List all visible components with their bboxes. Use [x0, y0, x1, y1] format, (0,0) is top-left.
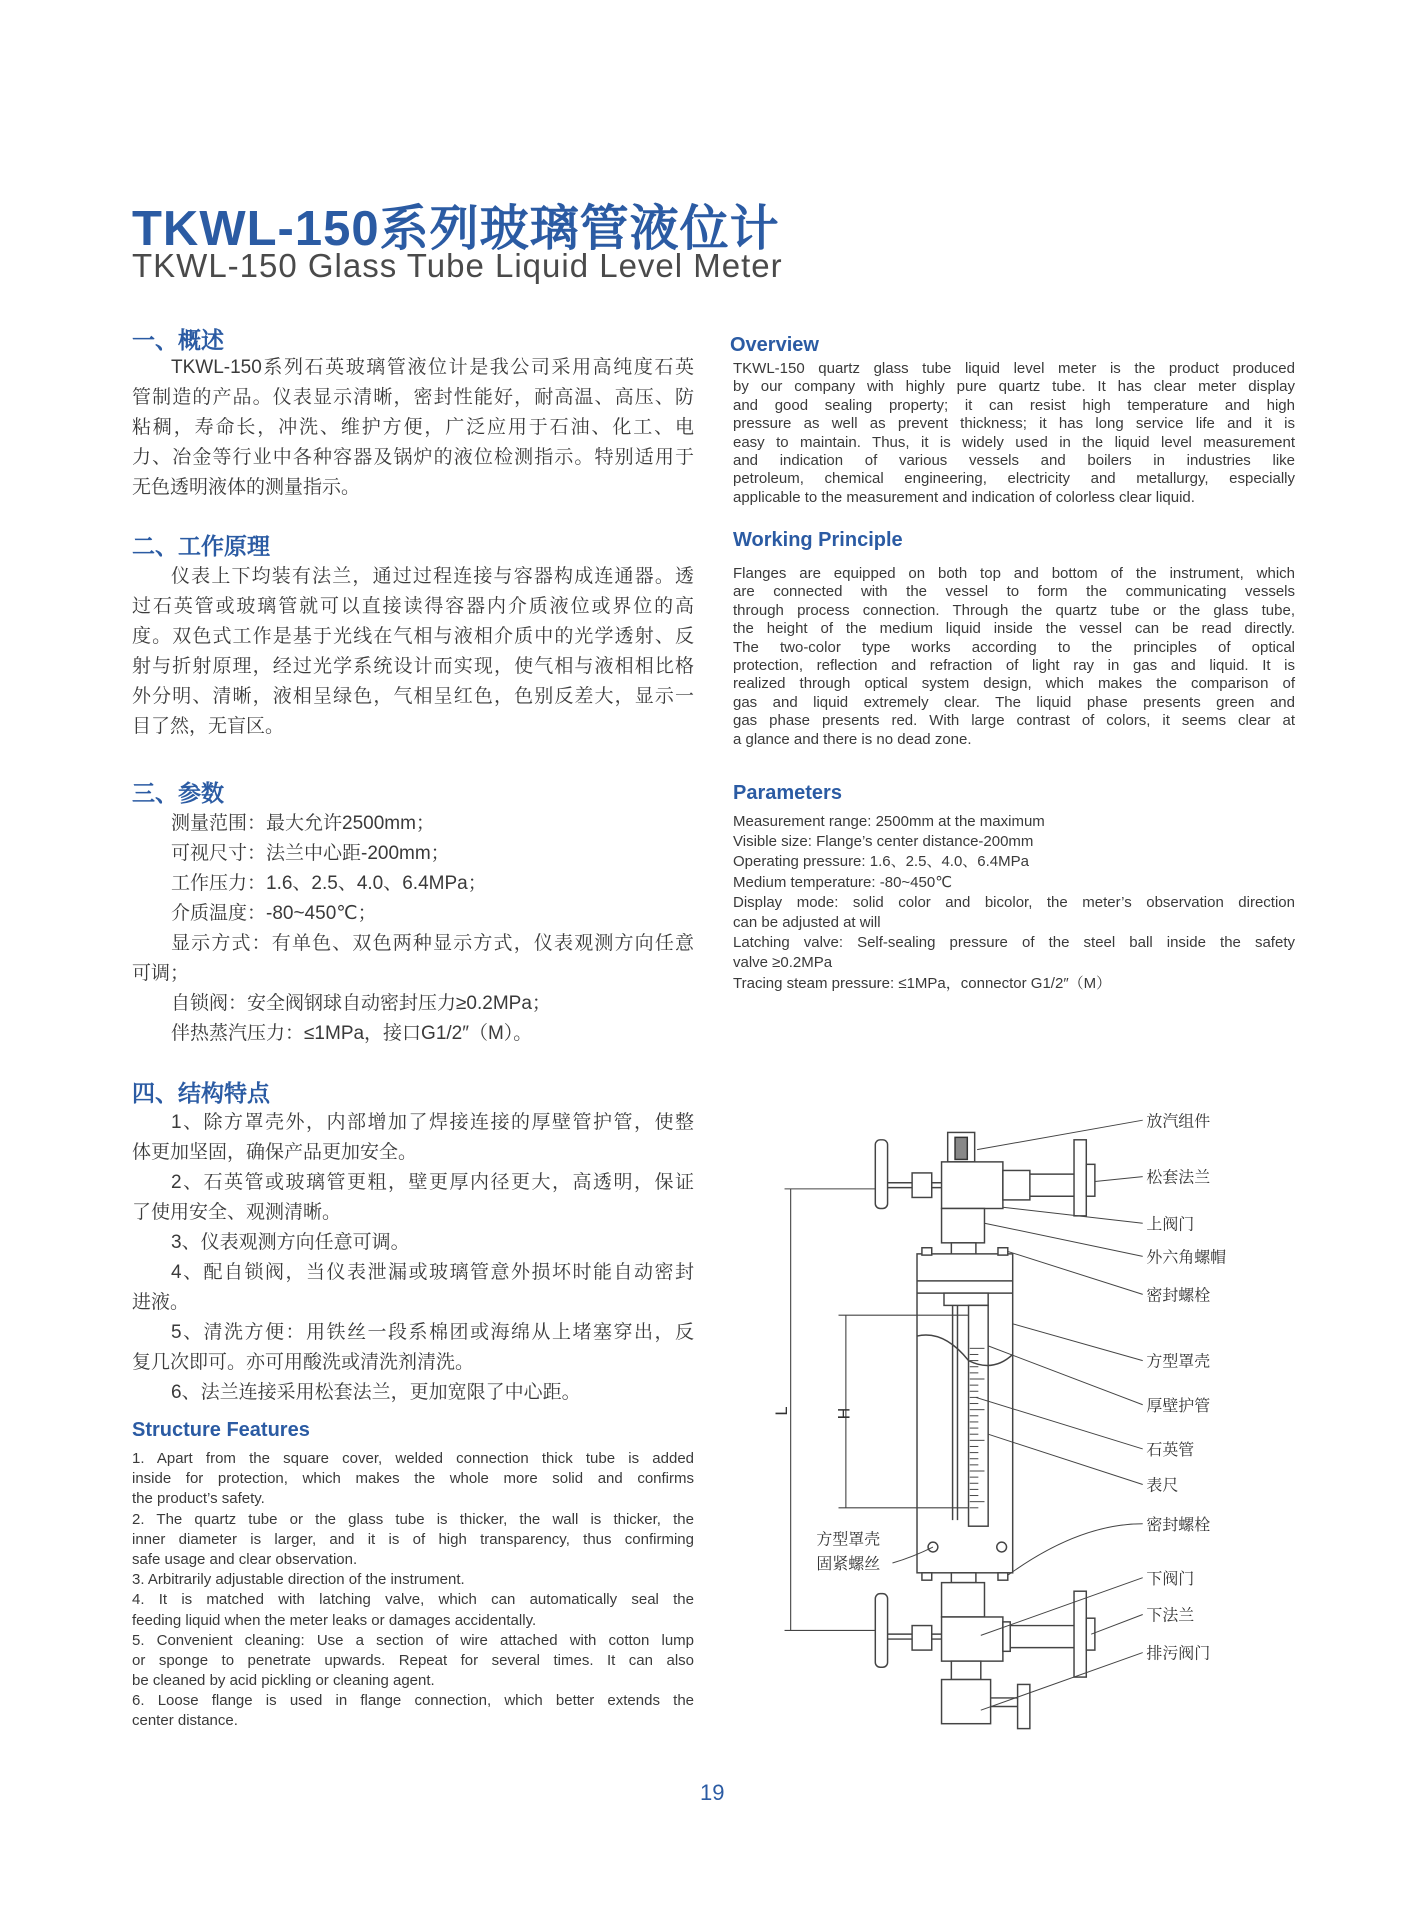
- text-line: Flanges are equipped on both top and bottom of the instrument, which: [733, 565, 1295, 582]
- text-line: 伴热蒸汽压力：≤1MPa，接口G1/2″（M）。: [171, 1023, 533, 1044]
- hex-nut: [942, 1208, 985, 1242]
- text-line: realized through optical system design, which makes the comparison of: [733, 675, 1295, 693]
- loose-flange: [1074, 1140, 1086, 1216]
- text-line: and indication of various vessels and boilers in industries like: [733, 451, 1295, 469]
- label-vent-assembly: 放汽组件: [1146, 1111, 1211, 1131]
- text-line: 3、仪表观测方向任意可调。: [171, 1232, 410, 1253]
- text-line: protection, reflection and refraction of light ray in gas and liquid. It is: [733, 656, 1295, 674]
- text-line: 6、法兰连接采用松套法兰，更加宽限了中心距。: [171, 1382, 581, 1403]
- upper-valve-body: [942, 1162, 1003, 1209]
- text-line: inside for protection, which makes the whole more solid and confirms: [132, 1470, 694, 1488]
- text-line: 复几次即可。亦可用酸洗或清洗剂清洗。: [132, 1352, 475, 1373]
- label-lower-flange: 下法兰: [1146, 1605, 1195, 1625]
- label-cover-screw-line1: 方型罩壳: [816, 1529, 881, 1549]
- parameters-en-text: [733, 812, 1295, 994]
- text-line: and good sealing property; it can resist high temperature and high: [733, 396, 1295, 414]
- drain-handle: [1018, 1684, 1030, 1728]
- label-lower-valve: 下阀门: [1146, 1568, 1195, 1588]
- text-line: or sponge to penetrate upwards. Repeat for several times. It can also: [132, 1651, 694, 1669]
- text-line: 2、石英管或玻璃管更粗，壁更厚内径更大，高透明，保证: [171, 1172, 694, 1193]
- text-line: 4、配自锁阀，当仪表泄漏或玻璃管意外损坏时能自动密封: [171, 1262, 694, 1283]
- label-seal-bolt-top: 密封螺栓: [1146, 1285, 1211, 1305]
- features-en-text: [132, 1449, 694, 1732]
- heading-parameters-cn: 三、参数: [132, 780, 224, 806]
- page-title-cn: TKWL-150系列玻璃管液位计: [132, 202, 780, 256]
- label-scale: 表尺: [1146, 1475, 1179, 1495]
- text-line: 介质温度：-80~450℃；: [171, 903, 377, 924]
- heading-overview-cn: 一、概述: [132, 327, 224, 353]
- text-line: 4. It is matched with latching valve, which can automatically seal the: [132, 1591, 694, 1609]
- label-square-cover: 方型罩壳: [1146, 1351, 1211, 1371]
- label-hex-nut: 外六角螺帽: [1146, 1247, 1227, 1267]
- heading-parameters-en: Parameters: [733, 782, 842, 804]
- lower-flange: [1074, 1591, 1086, 1677]
- text-line: gas phase presents red. With large contrast of colors, it seems clear at: [733, 712, 1295, 730]
- label-seal-bolt-bottom: 密封螺栓: [1146, 1514, 1211, 1534]
- heading-overview-en: Overview: [730, 334, 819, 356]
- text-line: by our company with highly pure quartz tube. It has clear meter display: [733, 378, 1295, 396]
- text-line: 6. Loose flange is used in flange connection, which better extends the: [132, 1692, 694, 1710]
- text-line: Visible size: Flange’s center distance-200mm: [733, 833, 1034, 851]
- heading-features-cn: 四、结构特点: [132, 1080, 270, 1106]
- text-line: 外分明、清晰，液相呈绿色，气相呈红色，色别反差大，显示一: [132, 686, 694, 707]
- label-loose-flange: 松套法兰: [1146, 1167, 1211, 1187]
- heading-principle-cn: 二、工作原理: [132, 533, 270, 559]
- text-line: Display mode: solid color and bicolor, the meter’s observation direction: [733, 893, 1295, 911]
- text-line: petroleum, chemical engineering, electricity and metallurgy, especially: [733, 470, 1295, 488]
- text-line: 仪表上下均装有法兰，通过过程连接与容器构成连通器。透: [171, 566, 694, 587]
- text-line: are connected with the vessel to form the communicating vessels: [733, 583, 1295, 601]
- text-line: TKWL-150系列石英玻璃管液位计是我公司采用高纯度石英: [171, 357, 694, 378]
- text-line: TKWL-150 quartz glass tube liquid level meter is the product produced: [733, 360, 1295, 377]
- text-line: gas and liquid extremely clear. The liquid phase presents green and: [733, 693, 1295, 711]
- text-line: 1. Apart from the square cover, welded connection thick tube is added: [132, 1450, 694, 1467]
- text-line: Latching valve: Self-sealing pressure of the steel ball inside the safety: [733, 934, 1295, 952]
- text-line: 5、清洗方便：用铁丝一段系棉团或海绵从上堵塞穿出，反: [171, 1322, 694, 1343]
- heading-principle-en: Working Principle: [733, 529, 903, 551]
- text-line: 射与折射原理，经过光学系统设计而实现，使气相与液相相比格: [132, 656, 694, 677]
- text-line: 1、除方罩壳外，内部增加了焊接连接的厚壁管护管，使整: [171, 1112, 694, 1133]
- text-line: the height of the medium liquid inside the vessel can be read directly.: [733, 620, 1295, 638]
- lower-handwheel: [875, 1594, 887, 1668]
- text-line: 粘稠，寿命长，冲洗、维护方便，广泛应用于石油、化工、电: [132, 417, 694, 438]
- text-line: 度。双色式工作是基于光线在气相与液相介质中的光学透射、反: [132, 626, 694, 647]
- page-title-en: TKWL-150 Glass Tube Liquid Level Meter: [132, 247, 783, 284]
- text-line: 进液。: [132, 1292, 190, 1313]
- upper-handwheel: [875, 1140, 887, 1209]
- text-line: safe usage and clear observation.: [132, 1550, 358, 1568]
- label-thick-tube: 厚壁护管: [1146, 1395, 1211, 1415]
- principle-en-text: [733, 565, 1295, 749]
- text-line: 可视尺寸：法兰中心距-200mm；: [171, 843, 450, 864]
- text-line: inner diameter is larger, and it is of high transparency, thus confirming: [132, 1530, 694, 1548]
- text-line: easy to maintain. Thus, it is widely used in the liquid level measurement: [733, 433, 1295, 451]
- text-line: applicable to the measurement and indication of colorless clear liquid.: [733, 488, 1195, 506]
- label-quartz-tube: 石英管: [1146, 1440, 1195, 1460]
- text-line: feeding liquid when the meter leaks or damages accidentally.: [132, 1611, 537, 1629]
- principle-cn-text: [132, 562, 694, 742]
- text-line: 2. The quartz tube or the glass tube is thicker, the wall is thicker, the: [132, 1510, 694, 1528]
- text-line: 力、冶金等行业中各种容器及锅炉的液位检测指示。特别适用于: [132, 447, 694, 468]
- text-line: Medium temperature: -80~450℃: [733, 873, 953, 891]
- text-line: 5. Convenient cleaning: Use a section of wire attached with cotton lump: [132, 1631, 694, 1649]
- heading-features-en: Structure Features: [132, 1419, 310, 1441]
- overview-cn-text: [132, 353, 694, 503]
- label-upper-valve: 上阀门: [1146, 1214, 1195, 1234]
- text-line: through process connection. Through the quartz tube or the glass tube,: [733, 601, 1295, 619]
- label-cover-screw-line2: 固紧螺丝: [816, 1554, 881, 1574]
- drain-valve-body: [942, 1680, 991, 1724]
- text-line: 体更加坚固，确保产品更加安全。: [132, 1142, 418, 1163]
- features-cn-text: [132, 1108, 694, 1408]
- text-line: 管制造的产品。仪表显示清晰，密封性能好，耐高温、高压、防: [132, 387, 694, 408]
- label-drain-valve: 排污阀门: [1146, 1643, 1211, 1663]
- page-number: 19: [700, 1780, 725, 1805]
- text-line: be cleaned by acid pickling or cleaning agent.: [132, 1672, 435, 1690]
- text-line: valve ≥0.2MPa: [733, 954, 833, 972]
- text-line: 显示方式：有单色、双色两种显示方式，仪表观测方向任意: [171, 933, 694, 954]
- text-line: 过石英管或玻璃管就可以直接读得容器内介质液位或界位的高: [132, 596, 694, 617]
- text-line: 工作压力：1.6、2.5、4.0、6.4MPa；: [171, 873, 487, 894]
- text-line: can be adjusted at will: [733, 913, 881, 931]
- dimension-H: H: [834, 1407, 854, 1420]
- text-line: 无色透明液体的测量指示。: [132, 477, 361, 498]
- text-line: pressure as well as prevent thickness; it has long service life and it is: [733, 415, 1295, 433]
- text-line: 了使用安全、观测清晰。: [132, 1202, 342, 1223]
- text-line: 测量范围：最大允许2500mm；: [171, 813, 435, 834]
- text-line: 3. Arbitrarily adjustable direction of the instrument.: [132, 1571, 465, 1589]
- lower-valve-body: [942, 1617, 1003, 1661]
- text-line: a glance and there is no dead zone.: [733, 730, 972, 748]
- level-meter-diagram: [760, 1103, 1312, 1747]
- lower-nut: [942, 1583, 985, 1617]
- text-line: the product’s safety.: [132, 1490, 265, 1508]
- text-line: 可调；: [132, 963, 190, 984]
- text-line: The two-color type works according to the principles of optical: [733, 638, 1295, 656]
- text-line: 自锁阀：安全阀钢球自动密封压力≥0.2MPa；: [171, 993, 551, 1014]
- text-line: Measurement range: 2500mm at the maximum: [733, 813, 1045, 830]
- text-line: Tracing steam pressure: ≤1MPa，connector G1/2″（M）: [733, 974, 1112, 992]
- overview-en-text: [733, 360, 1295, 507]
- parameters-cn-text: [132, 809, 694, 1049]
- text-line: 目了然，无盲区。: [132, 716, 285, 737]
- text-line: Operating pressure: 1.6、2.5、4.0、6.4MPa: [733, 853, 1029, 871]
- dimension-L: L: [771, 1406, 791, 1416]
- text-line: center distance.: [132, 1712, 238, 1730]
